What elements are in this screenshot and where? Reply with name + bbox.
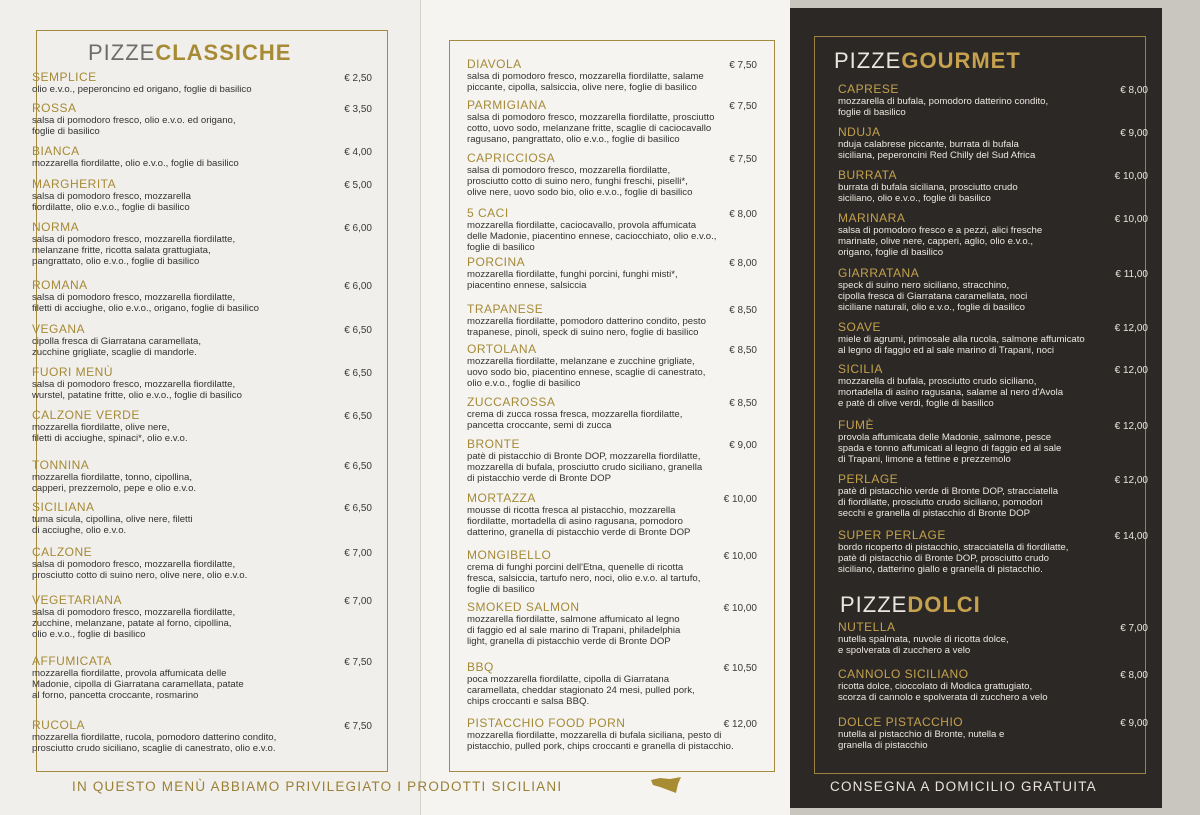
menu-panel-middle <box>420 0 790 815</box>
menu-item <box>467 395 757 431</box>
item-description: caramellata, cheddar stagionato 24 mesi, pulled pork, <box>467 685 695 696</box>
section-title-classiche <box>88 40 291 66</box>
item-name: MARGHERITA <box>32 177 117 191</box>
item-description: mozzarella fiordilatte, provola affumicata delle <box>32 668 227 679</box>
item-description: filetti di acciughe, spinaci*, olio e.v.o. <box>32 433 188 444</box>
item-description: foglie di basilico <box>467 584 535 595</box>
item-description: crema di funghi porcini dell'Etna, quenelle di ricotta <box>467 562 684 573</box>
item-description: siciliano, datterino giallo e granella di pistacchio. <box>838 564 1043 575</box>
item-description: cotto, uovo sodo, melanzane fritte, scaglie di caciocavallo <box>467 123 712 134</box>
item-description: cipolla fresca di Giarratana caramellata, noci <box>838 291 1028 302</box>
item-description: mozzarella fiordilatte, mozzarella di bufala siciliana, pesto di <box>467 730 722 741</box>
item-description: salsa di pomodoro fresco, mozzarella fiordilatte, <box>32 234 236 245</box>
item-price: € 8,50 <box>729 305 757 316</box>
item-description: mozzarella fiordilatte, tonno, cipollina, <box>32 472 192 483</box>
item-name: ZUCCAROSSA <box>467 395 556 409</box>
menu-item <box>467 57 757 93</box>
item-description: nutella al pistacchio di Bronte, nutella e <box>838 729 1005 740</box>
item-price: € 3,50 <box>344 104 372 115</box>
menu-item <box>467 302 757 338</box>
item-description: granella di pistacchio <box>838 740 928 751</box>
item-description: salsa di pomodoro fresco, mozzarella fiordilatte, <box>467 165 671 176</box>
item-name: SICILIA <box>838 362 883 376</box>
item-name: PARMIGIANA <box>467 98 547 112</box>
item-name: CALZONE <box>32 545 93 559</box>
menu-item <box>467 342 757 389</box>
item-price: € 10,00 <box>1114 171 1148 182</box>
item-name: NUTELLA <box>838 620 896 634</box>
item-name: SOAVE <box>838 320 881 334</box>
item-price: € 7,50 <box>344 657 372 668</box>
item-description: zucchine grigliate, scaglie di mandorle. <box>32 347 197 358</box>
title-prefix: PIZZE <box>834 48 902 73</box>
item-name: BURRATA <box>838 168 898 182</box>
item-name: SMOKED SALMON <box>467 600 580 614</box>
item-description: olio e.v.o., foglie di basilico <box>467 378 581 389</box>
item-name: GIARRATANA <box>838 266 920 280</box>
item-description: piccante, cipolla, salsiccia, olive nere, foglie di basilico <box>467 82 697 93</box>
item-description: cipolla fresca di Giarratana caramellata, <box>32 336 202 347</box>
item-description: prosciutto crudo siciliano, scaglie di canestrato, olio e.v.o. <box>32 743 276 754</box>
item-description: nduja calabrese piccante, burrata di bufala <box>838 139 1019 150</box>
menu-item <box>838 362 1148 409</box>
item-price: € 6,00 <box>344 281 372 292</box>
item-description: scorza di cannolo e spolverata di zucchero a velo <box>838 692 1048 703</box>
menu-item <box>838 168 1148 204</box>
item-description: fresca, salsiccia, tartufo nero, noci, olio e.v.o. al tartufo, <box>467 573 701 584</box>
item-description: speck di suino nero siciliano, stracchino, <box>838 280 1010 291</box>
menu-item <box>838 620 1148 656</box>
item-price: € 10,00 <box>723 603 757 614</box>
menu-item <box>32 177 372 213</box>
item-price: € 6,50 <box>344 368 372 379</box>
item-price: € 8,00 <box>1120 670 1148 681</box>
item-description: filetti di acciughe, olio e.v.o., origano, foglie di basilico <box>32 303 260 314</box>
menu-item <box>838 320 1148 356</box>
item-description: salsa di pomodoro fresco, mozzarella fiordilatte, salame <box>467 71 704 82</box>
item-price: € 9,00 <box>729 440 757 451</box>
item-name: NORMA <box>32 220 80 234</box>
menu-item <box>467 98 757 145</box>
item-price: € 8,00 <box>729 258 757 269</box>
menu-item <box>838 418 1148 465</box>
item-description: delle Madonie, piacentino ennese, caciocchiato, olio e.v.o., <box>467 231 717 242</box>
item-description: patè di pistacchio di Bronte DOP, mozzarella fiordilatte, <box>467 451 701 462</box>
item-description: mortadella di asino ragusana, salame al nero d'Avola <box>838 387 1064 398</box>
item-description: bordo ricoperto di pistacchio, stracciatella di fiordilatte, <box>838 542 1069 553</box>
title-suffix: GOURMET <box>901 48 1021 73</box>
menu-item <box>467 716 757 752</box>
item-description: pancetta croccante, semi di zucca <box>467 420 612 431</box>
item-name: BIANCA <box>32 144 80 158</box>
item-description: mozzarella fiordilatte, funghi porcini, funghi misti*, <box>467 269 678 280</box>
item-price: € 12,00 <box>1114 421 1148 432</box>
item-description: datterino, granella di pistacchio verde di Bronte DOP <box>467 527 691 538</box>
menu-item <box>32 101 372 137</box>
menu-item <box>32 70 372 95</box>
item-price: € 11,00 <box>1115 269 1148 280</box>
menu-item <box>838 211 1148 258</box>
item-description: mozzarella fiordilatte, salmone affumicato al legno <box>467 614 680 625</box>
item-description: patè di pistacchio verde di Bronte DOP, stracciatella <box>838 486 1059 497</box>
item-description: siciliano, olio e.v.o., foglie di basilico <box>838 193 991 204</box>
item-price: € 6,50 <box>344 461 372 472</box>
item-name: SUPER PERLAGE <box>838 528 946 542</box>
item-name: DOLCE PISTACCHIO <box>838 715 964 729</box>
item-description: di fiordilatte, prosciutto crudo siciliano, pomodori <box>838 497 1043 508</box>
menu-item <box>32 593 372 640</box>
menu-item <box>467 151 757 198</box>
item-description: olio e.v.o., peperoncino ed origano, foglie di basilico <box>32 84 252 95</box>
item-description: mozzarella fiordilatte, olio e.v.o., foglie di basilico <box>32 158 239 169</box>
item-price: € 7,50 <box>344 721 372 732</box>
item-name: 5 CACI <box>467 206 509 220</box>
footer-consegna: CONSEGNA A DOMICILIO GRATUITA <box>830 779 1097 794</box>
item-description: wurstel, patatine fritte, olio e.v.o., foglie di basilico <box>32 390 242 401</box>
item-description: origano, foglie di basilico <box>838 247 944 258</box>
menu-item <box>32 322 372 358</box>
item-description: olio e.v.o., foglie di basilico <box>32 629 146 640</box>
item-description: ricotta dolce, cioccolato di Modica grattugiato, <box>838 681 1033 692</box>
menu-item <box>467 600 757 647</box>
item-price: € 6,00 <box>344 223 372 234</box>
item-price: € 5,00 <box>344 180 372 191</box>
item-description: al legno di faggio ed al sale marino di Trapani, noci <box>838 345 1054 356</box>
item-price: € 10,50 <box>723 663 757 674</box>
item-price: € 8,00 <box>729 209 757 220</box>
item-description: crema di zucca rossa fresca, mozzarella fiordilatte, <box>467 409 683 420</box>
item-name: SICILIANA <box>32 500 95 514</box>
item-description: mozzarella di bufala, prosciutto crudo siciliano, granella <box>467 462 703 473</box>
item-description: mozzarella di bufala, pomodoro datterino condito, <box>838 96 1049 107</box>
item-description: mozzarella fiordilatte, olive nere, <box>32 422 170 433</box>
item-description: miele di agrumi, primosale alla rucola, salmone affumicato <box>838 334 1085 345</box>
item-price: € 7,00 <box>1120 623 1148 634</box>
item-name: TRAPANESE <box>467 302 544 316</box>
item-description: salsa di pomodoro fresco, olio e.v.o. ed origano, <box>32 115 236 126</box>
item-description: prosciutto cotto di suino nero, olive nere, olio e.v.o. <box>32 570 248 581</box>
item-description: salsa di pomodoro fresco e a pezzi, alici fresche <box>838 225 1043 236</box>
item-price: € 6,50 <box>344 411 372 422</box>
item-description: olive nere, uovo sodo bio, olio e.v.o., foglie di basilico <box>467 187 693 198</box>
item-name: RUCOLA <box>32 718 86 732</box>
item-price: € 12,00 <box>1114 323 1148 334</box>
item-price: € 7,50 <box>729 154 757 165</box>
menu-item <box>32 144 372 169</box>
item-name: CALZONE VERDE <box>32 408 140 422</box>
title-suffix: DOLCI <box>907 592 981 617</box>
item-name: PISTACCHIO FOOD PORN <box>467 716 626 730</box>
item-name: AFFUMICATA <box>32 654 112 668</box>
menu-item <box>838 82 1148 118</box>
item-description: salsa di pomodoro fresco, mozzarella fiordilatte, prosciutto <box>467 112 715 123</box>
item-description: mozzarella di bufala, prosciutto crudo siciliano, <box>838 376 1037 387</box>
item-name: MONGIBELLO <box>467 548 552 562</box>
item-name: ROMANA <box>32 278 88 292</box>
item-description: capperi, prezzemolo, pepe e olio e.v.o. <box>32 483 197 494</box>
item-name: VEGANA <box>32 322 86 336</box>
menu-item <box>32 220 372 267</box>
item-description: mozzarella fiordilatte, pomodoro datterino condito, pesto <box>467 316 706 327</box>
menu-item <box>838 266 1148 313</box>
item-description: prosciutto cotto di suino nero, funghi freschi, piselli*, <box>467 176 688 187</box>
item-price: € 4,00 <box>344 147 372 158</box>
item-price: € 12,00 <box>1114 475 1148 486</box>
item-description: chips croccanti e salsa BBQ. <box>467 696 590 707</box>
item-price: € 8,50 <box>729 345 757 356</box>
item-description: salsa di pomodoro fresco, mozzarella fiordilatte, <box>32 559 236 570</box>
title-prefix: PIZZE <box>88 40 156 65</box>
item-description: fiordilatte, olio e.v.o., foglie di basilico <box>32 202 190 213</box>
item-description: di faggio ed al sale marino di Trapani, philadelphia <box>467 625 681 636</box>
item-description: piacentino ennese, salsiccia <box>467 280 587 291</box>
item-description: mozzarella fiordilatte, melanzane e zucchine grigliate, <box>467 356 695 367</box>
item-description: mozzarella fiordilatte, rucola, pomodoro datterino condito, <box>32 732 277 743</box>
item-name: ROSSA <box>32 101 77 115</box>
item-price: € 6,50 <box>344 503 372 514</box>
section-title-gourmet <box>834 48 1021 74</box>
item-description: burrata di bufala siciliana, prosciutto crudo <box>838 182 1018 193</box>
title-prefix: PIZZE <box>840 592 908 617</box>
menu-item <box>32 545 372 581</box>
item-description: e spolverata di zucchero a velo <box>838 645 971 656</box>
item-name: MARINARA <box>838 211 906 225</box>
item-name: BBQ <box>467 660 494 674</box>
menu-panel-left <box>0 0 420 815</box>
item-description: salsa di pomodoro fresco, mozzarella fiordilatte, <box>32 379 236 390</box>
item-description: uovo sodo bio, piacentino ennese, scaglie di canestrato, <box>467 367 706 378</box>
item-price: € 9,00 <box>1120 718 1148 729</box>
menu-item <box>32 458 372 494</box>
item-description: siciliane naturali, olio e.v.o., foglie di basilico <box>838 302 1025 313</box>
item-description: zucchine, melanzane, patate al forno, cipollina, <box>32 618 232 629</box>
menu-item <box>32 365 372 401</box>
item-description: pistacchio, pulled pork, chips croccanti e granella di pistacchio. <box>467 741 734 752</box>
item-price: € 10,00 <box>723 551 757 562</box>
item-price: € 6,50 <box>344 325 372 336</box>
item-description: light, granella di pistacchio verde di Bronte DOP <box>467 636 671 647</box>
item-description: nutella spalmata, nuvole di ricotta dolce, <box>838 634 1009 645</box>
menu-item <box>838 472 1148 519</box>
item-name: FUORI MENÙ <box>32 365 113 379</box>
menu-item <box>467 548 757 595</box>
item-name: PORCINA <box>467 255 526 269</box>
item-description: al forno, pancetta croccante, rosmarino <box>32 690 199 701</box>
item-name: DIAVOLA <box>467 57 522 71</box>
item-description: ragusano, pangrattato, olio e.v.o., foglie di basilico <box>467 134 680 145</box>
section-title-dolci <box>840 592 981 618</box>
item-description: foglie di basilico <box>32 126 100 137</box>
item-price: € 14,00 <box>1114 531 1148 542</box>
menu-item <box>32 654 372 701</box>
item-name: TONNINA <box>32 458 90 472</box>
menu-item <box>467 491 757 538</box>
item-name: CAPRESE <box>838 82 899 96</box>
item-price: € 7,50 <box>729 101 757 112</box>
menu-item <box>838 715 1148 751</box>
item-description: di pistacchio verde di Bronte DOP <box>467 473 611 484</box>
item-price: € 7,50 <box>729 60 757 71</box>
item-price: € 2,50 <box>344 73 372 84</box>
item-price: € 8,50 <box>729 398 757 409</box>
item-description: provola affumicata delle Madonie, salmone, pesce <box>838 432 1052 443</box>
item-description: siciliana, peperoncini Red Chilly del Sud Africa <box>838 150 1036 161</box>
item-name: CAPRICCIOSA <box>467 151 556 165</box>
item-description: mozzarella fiordilatte, caciocavallo, provola affumicata <box>467 220 697 231</box>
menu-item <box>32 718 372 754</box>
item-name: MORTAZZA <box>467 491 536 505</box>
item-price: € 8,00 <box>1120 85 1148 96</box>
menu-item <box>32 500 372 536</box>
item-description: mousse di ricotta fresca al pistacchio, mozzarella <box>467 505 676 516</box>
item-name: PERLAGE <box>838 472 899 486</box>
item-description: poca mozzarella fiordilatte, cipolla di Giarratana <box>467 674 670 685</box>
item-description: salsa di pomodoro fresco, mozzarella fiordilatte, <box>32 292 236 303</box>
item-description: fiordilatte, mortadella di asino ragusana, pomodoro <box>467 516 683 527</box>
title-suffix: CLASSICHE <box>155 40 292 65</box>
item-price: € 10,00 <box>1114 214 1148 225</box>
item-description: Madonie, cipolla di Giarratana caramellata, patate <box>32 679 244 690</box>
menu-item <box>838 528 1148 575</box>
item-description: melanzane fritte, ricotta salata grattugiata, <box>32 245 211 256</box>
item-name: BRONTE <box>467 437 521 451</box>
item-description: salsa di pomodoro fresco, mozzarella <box>32 191 191 202</box>
item-price: € 7,00 <box>344 596 372 607</box>
menu-item <box>467 437 757 484</box>
item-name: SEMPLICE <box>32 70 97 84</box>
item-name: CANNOLO SICILIANO <box>838 667 969 681</box>
item-name: VEGETARIANA <box>32 593 122 607</box>
item-description: salsa di pomodoro fresco, mozzarella fiordilatte, <box>32 607 236 618</box>
item-description: marinate, olive nere, capperi, aglio, olio e.v.o., <box>838 236 1033 247</box>
item-description: foglie di basilico <box>838 107 906 118</box>
menu-item <box>467 255 757 291</box>
item-description: patè di pistacchio di Bronte DOP, prosciutto crudo <box>838 553 1050 564</box>
menu-item <box>838 125 1148 161</box>
menu-item <box>467 660 757 707</box>
item-description: pangrattato, olio e.v.o., foglie di basilico <box>32 256 200 267</box>
menu-item <box>32 278 372 314</box>
item-description: di Trapani, limone a fettine e prezzemolo <box>838 454 1011 465</box>
menu-item <box>32 408 372 444</box>
item-description: e patè di olive verdi, foglie di basilico <box>838 398 994 409</box>
item-price: € 10,00 <box>723 494 757 505</box>
item-description: secchi e granella di pistacchio di Bronte DOP <box>838 508 1030 519</box>
menu-item <box>467 206 757 253</box>
item-name: FUMÈ <box>838 418 874 432</box>
item-name: NDUJA <box>838 125 881 139</box>
menu-panel-right <box>790 8 1162 808</box>
item-description: spada e tonno affumicati al legno di faggio ed al sale <box>838 443 1062 454</box>
item-price: € 7,00 <box>344 548 372 559</box>
item-name: ORTOLANA <box>467 342 537 356</box>
footer-siciliani: IN QUESTO MENÙ ABBIAMO PRIVILEGIATO I PRODOTTI SICILIANI <box>72 779 563 794</box>
item-price: € 12,00 <box>723 719 757 730</box>
item-price: € 9,00 <box>1120 128 1148 139</box>
item-description: di acciughe, olio e.v.o. <box>32 525 127 536</box>
item-description: trapanese, pinoli, speck di suino nero, foglie di basilico <box>467 327 699 338</box>
sicily-map-icon <box>650 776 682 796</box>
item-price: € 12,00 <box>1114 365 1148 376</box>
menu-item <box>838 667 1148 703</box>
item-description: foglie di basilico <box>467 242 535 253</box>
item-description: tuma sicula, cipollina, olive nere, filetti <box>32 514 193 525</box>
